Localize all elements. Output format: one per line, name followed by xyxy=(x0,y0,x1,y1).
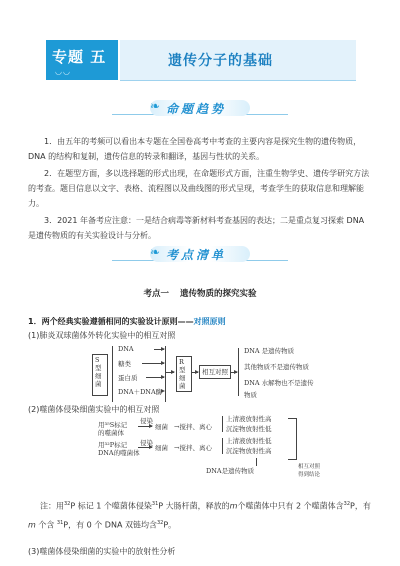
infect-label: 侵染 xyxy=(140,417,153,425)
trend-paragraph: 1．由五年的考频可以看出本专题在全国卷高考中考查的主要内容是探究生物的遗传物质，DNA 的结构和复制，遗传信息的转录和翻译，基因与性状的关系。 xyxy=(28,137,362,161)
superscript: 31 xyxy=(56,519,64,526)
bacteria-label: 细菌 xyxy=(155,423,168,431)
item-sugar: 糖类 xyxy=(118,360,131,368)
brace xyxy=(222,438,223,454)
result-text: 沉淀物放射性低 xyxy=(226,425,272,433)
note-text: P，有 0 个 DNA 双链均含 xyxy=(63,520,157,530)
arrow xyxy=(231,372,237,373)
item-dna: DNA xyxy=(118,345,134,353)
brace-left xyxy=(112,346,114,402)
note-paragraph xyxy=(28,496,374,533)
result-text: 上清液放射性高 xyxy=(226,415,272,423)
note-text: P 标记 1 个噬菌体侵染 xyxy=(70,501,152,511)
result-text: DNA 水解物也不是遗传 xyxy=(244,379,314,387)
topic-title-banner xyxy=(120,40,356,81)
note-var: m xyxy=(28,520,36,530)
arrow xyxy=(192,372,198,373)
topic-number-banner xyxy=(46,40,118,80)
subheading: (2)噬菌体侵染细菌实验中的相互对照 xyxy=(28,405,160,414)
steps-label: →搅拌、离心 xyxy=(174,444,212,452)
heading-emphasis: 对照原则 xyxy=(193,317,226,326)
kaodian-name: 遗传物质的探究实验 xyxy=(179,289,257,299)
row2-label-a: 用³²P标记 xyxy=(98,441,128,449)
kaodian-title xyxy=(0,287,400,299)
result-text: 上清液放射性低 xyxy=(226,437,272,445)
leaf-icon: ❧ xyxy=(150,99,161,113)
leaf-icon: ❧ xyxy=(150,245,161,259)
note-text: 个含 xyxy=(38,520,55,530)
note-text: P。 xyxy=(163,520,177,530)
note-text: 注：用 xyxy=(40,501,64,511)
conclusion-text: DNA是遗传物质 xyxy=(206,467,255,475)
result-text: DNA 是遗传物质 xyxy=(244,347,295,355)
arrow xyxy=(138,426,152,427)
superscript: 32 xyxy=(343,501,351,507)
trend-paragraph: 3．2021 年备考应注意：一是结合病毒等新材料考查基因的表达；二是重点复习探索 DNA 是遗传物质的有关实验设计与分析。 xyxy=(28,216,365,240)
brace-join xyxy=(165,346,166,402)
infect-label: 侵染 xyxy=(140,439,153,447)
row1-label-a: 用³⁵S标记 xyxy=(98,421,128,429)
note-text: P，有 xyxy=(350,501,371,511)
topic-label: 专题 五 xyxy=(52,48,107,66)
side-label: 相互对照 xyxy=(298,464,321,470)
subheading: (3)噬菌体侵染细菌的实验中的放射性分析 xyxy=(28,547,176,556)
note-var: m xyxy=(229,501,238,511)
item-dna-enzyme: DNA＋DNA酶 xyxy=(118,388,163,396)
r-bacteria-label: R型细菌 xyxy=(179,358,186,390)
heading-principle xyxy=(28,316,226,327)
result-text: 其他物质不是遗传物质 xyxy=(244,363,309,371)
phage-diagram xyxy=(98,414,338,480)
connector xyxy=(256,458,257,466)
section-heading-trend xyxy=(0,98,400,122)
page-title: 遗传分子的基础 xyxy=(168,53,273,69)
mutual-control-label: 相互对照 xyxy=(202,368,228,376)
arrow xyxy=(142,363,164,364)
section-title: 考点清单 xyxy=(166,248,227,262)
section-heading-points xyxy=(0,244,400,268)
arrow xyxy=(154,349,164,350)
row2-label-b: DNA的噬菌体 xyxy=(98,449,140,457)
bacteria-label: 细菌 xyxy=(155,444,168,452)
item-protein: 蛋白质 xyxy=(118,374,138,382)
arrow xyxy=(166,372,174,373)
subheading: (1)肺炎双球菌体外转化实验中的相互对照 xyxy=(28,331,176,340)
s-bacteria-label: S型细菌 xyxy=(95,356,102,388)
arrow xyxy=(146,377,164,378)
side-label: 得到结论 xyxy=(298,472,321,478)
note-text: P 大肠杆菌，释放的 xyxy=(158,501,230,511)
result-text: 沉淀物放射性高 xyxy=(226,447,272,455)
brace xyxy=(222,416,223,432)
arrow xyxy=(138,447,152,448)
heading-prefix: 1．两个经典实验遵循相同的实验设计原则—— xyxy=(28,317,194,326)
note-text: 个噬菌体中只有 2 个噬菌体含 xyxy=(237,501,344,511)
result-text: 物质 xyxy=(244,391,257,399)
bracket xyxy=(288,418,297,460)
row1-label-b: 的噬菌体 xyxy=(98,429,124,437)
transformation-diagram xyxy=(92,344,322,410)
kaodian-label: 考点一 xyxy=(143,289,170,299)
superscript: 32 xyxy=(156,519,164,526)
decorative-dots: ◡◡ xyxy=(55,67,71,76)
superscript: 31 xyxy=(151,501,159,507)
trend-paragraph: 2．在题型方面，多以选择题的形式出现，在命题形式方面，注重生物学史、遗传学研究方法的考查。题目信息以文字、表格、流程图以及曲线图的形式呈现，考查学生的获取信息和理解能力。 xyxy=(28,169,370,208)
section-title: 命题趋势 xyxy=(166,102,227,116)
superscript: 32 xyxy=(64,501,71,507)
steps-label: →搅拌、离心 xyxy=(174,423,212,431)
brace-right xyxy=(238,348,239,396)
